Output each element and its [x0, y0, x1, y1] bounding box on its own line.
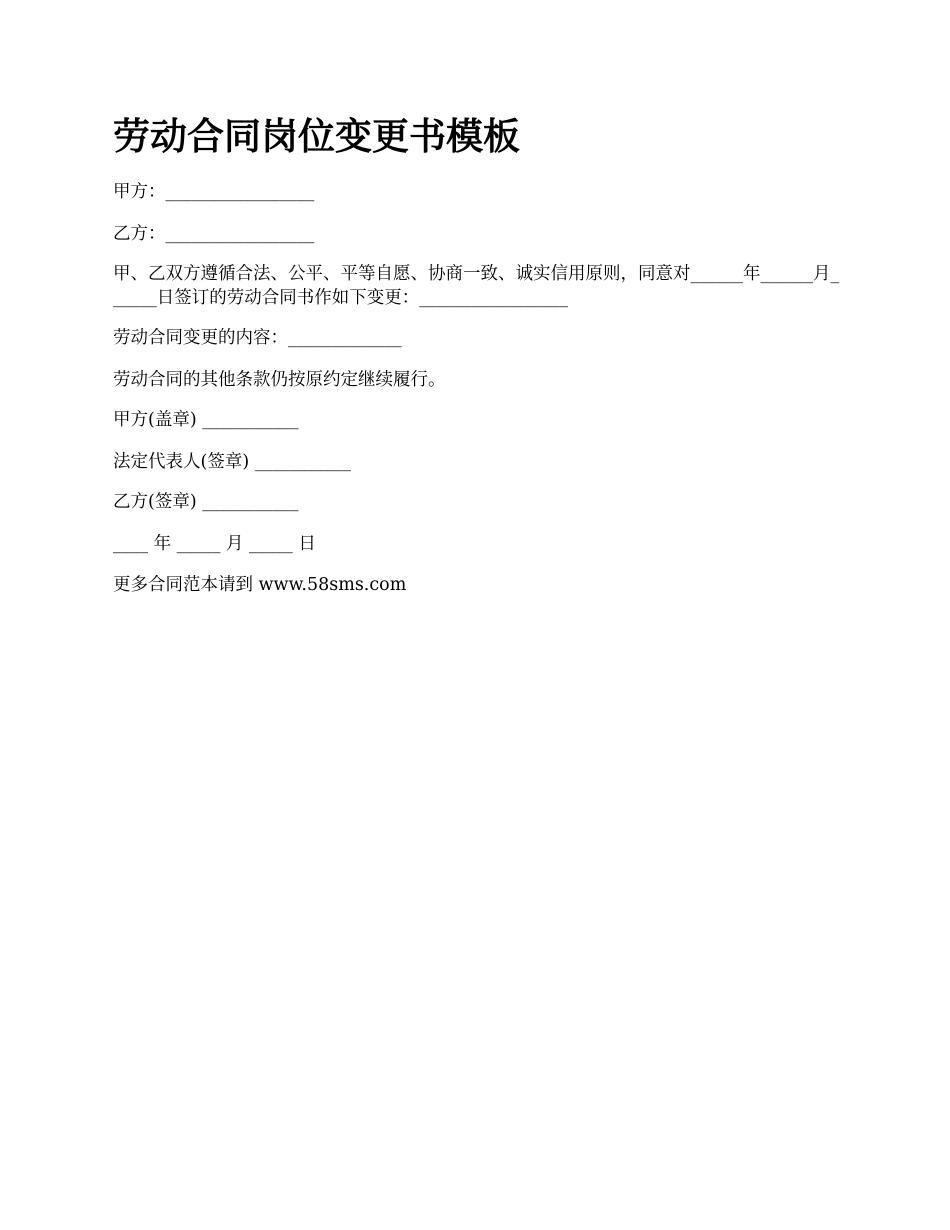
change-content-line: 劳动合同变更的内容：_____________ [113, 328, 402, 348]
party-b-line: 乙方：_________________ [113, 224, 315, 244]
party-a-line: 甲方：_________________ [113, 182, 315, 202]
party-a-seal-line: 甲方(盖章) ___________ [113, 410, 299, 430]
agreement-paragraph: 甲、乙双方遵循合法、公平、平等自愿、协商一致、诚实信用原则，同意对______年______月______日签订的劳动合同书作如下变更：_________________ [113, 264, 840, 308]
date-line: ____ 年 _____ 月 _____ 日 [113, 534, 316, 554]
footer-link-line: 更多合同范本请到 www.58sms.com [113, 575, 407, 595]
document-title: 劳动合同岗位变更书模板 [113, 114, 520, 158]
legal-representative-signature-line: 法定代表人(签章) ___________ [113, 452, 351, 472]
other-terms-line: 劳动合同的其他条款仍按原约定继续履行。 [113, 370, 446, 390]
party-b-signature-line: 乙方(签章) ___________ [113, 492, 299, 512]
